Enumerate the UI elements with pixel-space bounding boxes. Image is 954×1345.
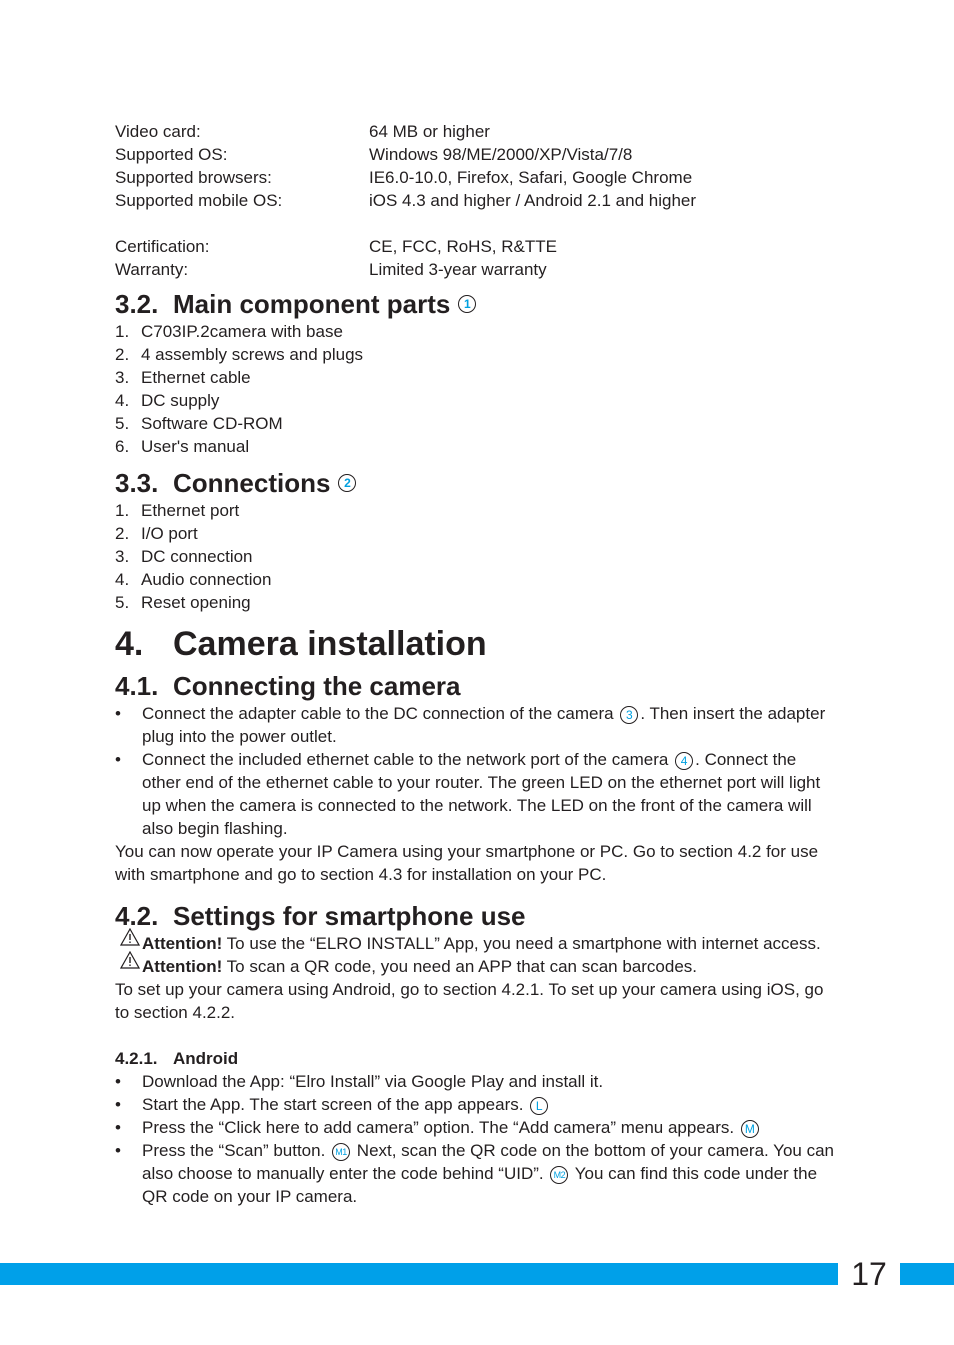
footer-bar	[0, 1263, 954, 1285]
list-item: • Connect the included ethernet cable to the network port of the camera 4 . Connect the other end of the ethernet cable to your router. The green LED on the ethernet port will light up when the camera is connected to the network. The LED on the front of the camera will also begin flashing.	[115, 750, 821, 838]
spec-value: 64 MB or higher	[369, 122, 490, 141]
android-steps	[115, 1070, 835, 1208]
spec-label: Supported browsers:	[115, 168, 272, 187]
figure-ref-badge: 1	[458, 295, 476, 313]
section-heading-connections	[115, 467, 835, 499]
figure-ref-badge: L	[530, 1097, 548, 1115]
spec-label: Warranty:	[115, 260, 189, 279]
chapter-heading	[115, 620, 835, 668]
list-item: • Connect the adapter cable to the DC connection of the camera 3 . Then insert the adapter plug into the power outlet.	[115, 704, 826, 746]
spec-label: Supported mobile OS:	[115, 191, 283, 210]
section-heading-connecting	[115, 670, 835, 702]
list-item: 5. Reset opening	[115, 593, 251, 612]
list-item: 2. I/O port	[115, 524, 198, 543]
spec-row	[115, 235, 835, 258]
spec-row	[115, 120, 835, 143]
section-title: Settings for smartphone use	[173, 901, 526, 931]
spec-value: Windows 98/ME/2000/XP/Vista/7/8	[369, 145, 633, 164]
spec-row	[115, 189, 835, 212]
list-item: 1. Ethernet port	[115, 501, 240, 520]
section-number: 4.2.	[115, 901, 159, 931]
section-heading-main-parts	[115, 288, 835, 320]
list-item: • Download the App: “Elro Install” via Google Play and install it.	[115, 1072, 604, 1091]
spec-label: Video card:	[115, 122, 201, 141]
spec-row	[115, 258, 835, 281]
section-title: Main component parts	[173, 289, 451, 319]
spacer	[115, 212, 835, 235]
section-number: 4.1.	[115, 671, 159, 701]
spec-value: iOS 4.3 and higher / Android 2.1 and higher	[369, 191, 697, 210]
main-parts-list	[115, 320, 835, 458]
section-title: Connecting the camera	[173, 671, 461, 701]
page-content	[115, 120, 835, 1208]
subsection-number: 4.2.1.	[115, 1049, 158, 1068]
spec-value: Limited 3-year warranty	[369, 260, 547, 279]
list-item: • Press the “Click here to add camera” option. The “Add camera” menu appears. M	[115, 1116, 835, 1139]
section-number: 3.3.	[115, 468, 159, 498]
list-item: • Start the App. The start screen of the app appears. L	[115, 1093, 835, 1116]
list-item: 2. 4 assembly screws and plugs	[115, 345, 364, 364]
section-number: 3.2.	[115, 289, 159, 319]
figure-ref-badge: M2	[550, 1166, 568, 1184]
list-item: 6. User's manual	[115, 437, 250, 456]
section-title: Connections	[173, 468, 331, 498]
list-item: • Press the “Scan” button. M1 Next, scan the QR code on the bottom of your camera. You can also choose to manually enter the code behind “UID”. M2 You can find this code under the QR code on your IP camera.	[115, 1141, 835, 1206]
list-item: 4. DC supply	[115, 391, 220, 410]
subsection-heading-android	[115, 1047, 835, 1070]
warning-icon	[115, 955, 142, 978]
paragraph: You can now operate your IP Camera using your smartphone or PC. Go to section 4.2 for use with smartphone and go to section 4.3 for installation on your PC.	[115, 842, 819, 884]
section-heading-smartphone	[115, 900, 835, 932]
attention-note: Attention! To use the “ELRO INSTALL” App, you need a smartphone with internet access.	[115, 932, 835, 955]
list-item: 3. Ethernet cable	[115, 368, 251, 387]
connecting-steps	[115, 702, 835, 840]
spec-table	[115, 120, 835, 281]
figure-ref-badge: 3	[620, 706, 638, 724]
spec-label: Supported OS:	[115, 145, 228, 164]
figure-ref-badge: M1	[332, 1143, 350, 1161]
figure-ref-badge: 2	[338, 474, 356, 492]
list-item: 4. Audio connection	[115, 570, 272, 589]
spec-value: CE, FCC, RoHS, R&TTE	[369, 237, 557, 256]
subsection-title: Android	[173, 1049, 239, 1068]
spec-row	[115, 143, 835, 166]
connections-list	[115, 499, 835, 614]
page-number: 17	[838, 1257, 900, 1291]
figure-ref-badge: M	[741, 1120, 759, 1138]
chapter-title: Camera installation	[173, 625, 487, 663]
spec-value: IE6.0-10.0, Firefox, Safari, Google Chrome	[369, 168, 693, 187]
spec-label: Certification:	[115, 237, 210, 256]
list-item: 5. Software CD-ROM	[115, 414, 283, 433]
attention-note: Attention! To scan a QR code, you need an APP that can scan barcodes.	[115, 955, 835, 978]
list-item: 3. DC connection	[115, 547, 253, 566]
figure-ref-badge: 4	[675, 752, 693, 770]
paragraph: To set up your camera using Android, go to section 4.2.1. To set up your camera using iOS, go to section 4.2.2.	[115, 980, 824, 1022]
chapter-number: 4.	[115, 625, 144, 663]
spec-row	[115, 166, 835, 189]
list-item: 1. C703IP.2camera with base	[115, 322, 343, 341]
